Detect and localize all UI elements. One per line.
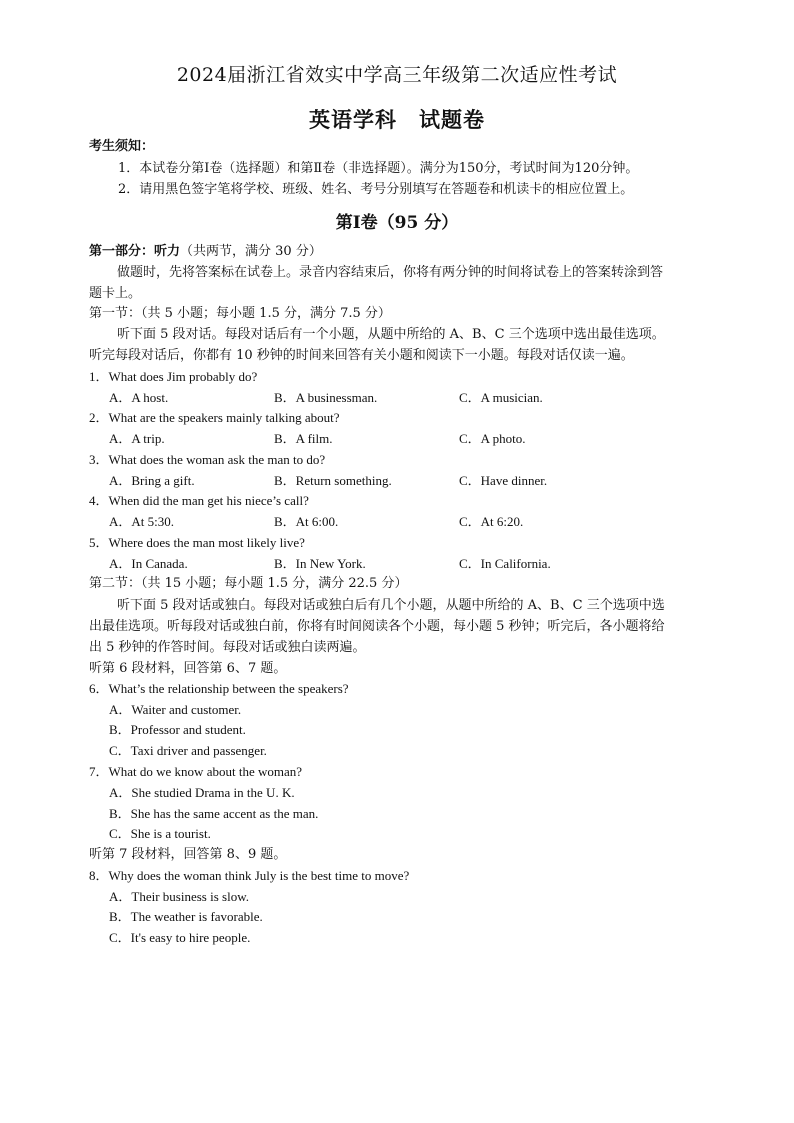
question-1-stem: 1．What does Jim probably do?: [89, 369, 258, 384]
question-7-option-b: B．She has the same accent as the man.: [109, 806, 319, 821]
question-2-option-a: A．A trip.: [109, 431, 165, 446]
question-6-stem: 6．What’s the relationship between the speakers?: [89, 681, 349, 696]
section1-heading-rest: （共两节，满分 30 分）: [180, 244, 322, 259]
question-2-option-b: B．A film.: [274, 431, 333, 446]
question-1-option-b: B．A businessman.: [274, 390, 378, 405]
sub2-instructions-line2: 出最佳选项。听每段对话或独白前，你将有时间阅读各个小题，每小题 5 秒钟；听完后，各小题将给: [89, 619, 665, 634]
question-8-option-a: A．Their business is slow.: [109, 889, 249, 904]
question-5-stem: 5．Where does the man most likely live?: [89, 535, 305, 550]
question-7-option-c: C．She is a tourist.: [109, 826, 211, 841]
question-6-option-b: B．Professor and student.: [109, 722, 246, 737]
question-2-stem: 2．What are the speakers mainly talking about?: [89, 410, 340, 425]
question-7-stem: 7．What do we know about the woman?: [89, 764, 303, 779]
section1-heading: [89, 242, 322, 262]
question-1-option-c: C．A musician.: [459, 390, 543, 405]
question-6-option-c: C．Taxi driver and passenger.: [109, 743, 267, 758]
material-7-note: 听第 7 段材料，回答第 8、9 题。: [89, 847, 287, 862]
material-6-note: 听第 6 段材料，回答第 6、7 题。: [89, 661, 287, 676]
section1-intro-line2: 题卡上。: [89, 286, 142, 301]
question-3-option-b: B．Return something.: [274, 473, 392, 488]
question-3-option-a: A．Bring a gift.: [109, 473, 195, 488]
question-2-option-c: C．A photo.: [459, 431, 526, 446]
notice-item-1: 1．本试卷分第Ⅰ卷（选择题）和第Ⅱ卷（非选择题）。满分为150分，考试时间为120分钟。: [118, 161, 639, 176]
question-5-option-c: C．In California.: [459, 556, 551, 571]
sub2-instructions-line3: 出 5 秒钟的作答时间。每段对话或独白读两遍。: [89, 640, 366, 655]
question-6-option-a: A．Waiter and customer.: [109, 702, 242, 717]
question-3-option-c: C．Have dinner.: [459, 473, 548, 488]
question-8-option-c: C．It's easy to hire people.: [109, 930, 251, 945]
question-4-option-b: B．At 6:00.: [274, 514, 339, 529]
part-title: 第Ⅰ卷（95 分）: [335, 213, 459, 233]
sub2-instructions-line1: 听下面 5 段对话或独白。每段对话或独白后有几个小题，从题中所给的 A、B、C 三个选项中选: [117, 598, 665, 613]
sub1-instructions-line1: 听下面 5 段对话。每段对话后有一个小题，从题中所给的 A、B、C 三个选项中选出最佳选项。: [117, 327, 665, 342]
section1-intro-line1: 做题时，先将答案标在试卷上。录音内容结束后，你将有两分钟的时间将试卷上的答案转涂到答: [117, 265, 664, 280]
question-8-stem: 8．Why does the woman think July is the best time to move?: [89, 868, 410, 883]
subject-title: 英语学科 试题卷: [309, 107, 485, 132]
question-4-option-a: A．At 5:30.: [109, 514, 175, 529]
notice-heading: 考生须知：: [89, 139, 155, 154]
question-1-option-a: A．A host.: [109, 390, 169, 405]
exam-title: 2024届浙江省效实中学高三年级第二次适应性考试: [176, 64, 618, 86]
question-3-stem: 3．What does the woman ask the man to do?: [89, 452, 326, 467]
question-4-stem: 4．When did the man get his niece’s call?: [89, 493, 309, 508]
sub1-instructions-line2: 听完每段对话后，你都有 10 秒钟的时间来回答有关小题和阅读下一小题。每段对话仅读一遍。: [89, 348, 634, 363]
section1-heading-bold: 第一部分：听力: [89, 244, 181, 259]
notice-item-2: 2．请用黑色签字笔将学校、班级、姓名、考号分别填写在答题卷和机读卡的相应位置上。: [118, 182, 634, 197]
question-5-option-a: A．In Canada.: [109, 556, 188, 571]
question-7-option-a: A．She studied Drama in the U. K.: [109, 785, 295, 800]
question-4-option-c: C．At 6:20.: [459, 514, 524, 529]
question-5-option-b: B．In New York.: [274, 556, 366, 571]
sub1-heading: 第一节：（共 5 小题；每小题 1.5 分，满分 7.5 分）: [89, 306, 391, 321]
sub2-heading: 第二节：（共 15 小题；每小题 1.5 分，满分 22.5 分）: [89, 576, 408, 591]
question-8-option-b: B．The weather is favorable.: [109, 909, 263, 924]
